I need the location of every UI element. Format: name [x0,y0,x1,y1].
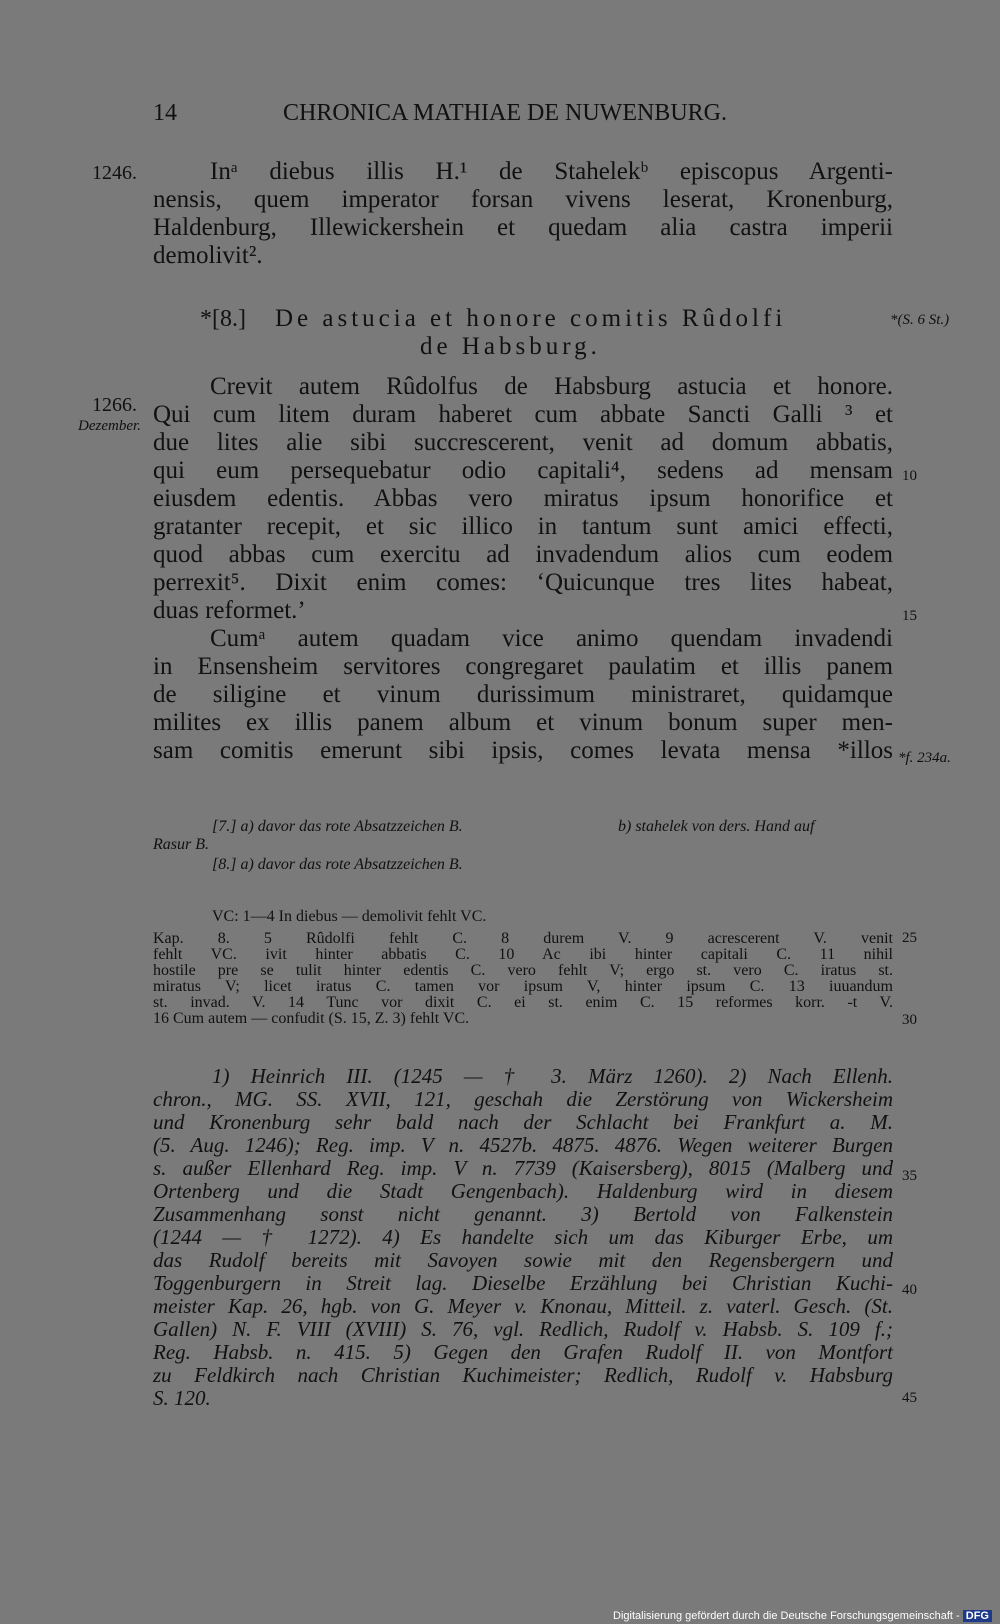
footnote-line: chron., MG. SS. XVII, 121, geschah die Zerstörung von Wickersheim [153,1087,893,1111]
margin-page-ref: *(S. 6 St.) [890,312,950,328]
running-title: CHRONICA MATHIAE DE NUWENBURG. [283,100,727,126]
year-1266: 1266. [92,394,137,416]
page-number: 14 [153,100,177,126]
chapter-title-line2: de Habsburg. [420,333,601,360]
apparatus-line: b) stahelek von ders. Hand auf [618,818,815,835]
line-number: 15 [902,608,917,624]
variant-line: Kap. 8. 5 Rûdolfi fehlt C. 8 durem V. 9 acrescerent V. venit [153,930,893,947]
text-line: milites ex illis panem album et vinum bonum super men- [153,709,893,736]
text-line: nensis, quem imperator forsan vivens leserat, Kronenburg, [153,186,893,213]
line-number: 40 [902,1282,917,1298]
footnote-line: 1) Heinrich III. (1245 — † 3. März 1260). 2) Nach Ellenh. [212,1064,893,1088]
margin-folio-ref: *f. 234a. [898,750,951,766]
text-line: quod abbas cum exercitu ad invadendum alios cum eodem [153,541,893,568]
footnote-line: zu Feldkirch nach Christian Kuchimeister; Redlich, Rudolf v. Habsburg [153,1363,893,1387]
variant-line: st. invad. V. 14 Tunc vor dixit C. ei st. enim C. 15 reformes korr. -t V. [153,994,893,1011]
footnote-line: Gallen) N. F. VIII (XVIII) S. 76, vgl. Redlich, Rudolf v. Habsb. S. 109 f.; [153,1317,893,1341]
year-1246: 1246. [92,162,137,184]
footnote-line: Reg. Habsb. n. 415. 5) Gegen den Grafen Rudolf II. von Montfort [153,1340,893,1364]
text-line: Crevit autem Rûdolfus de Habsburg astucia et honore. [210,373,893,400]
digitization-credit [613,1610,992,1622]
chapter-title-line1: De astucia et honore comitis Rûdolfi [275,305,787,332]
text-line: demolivit². [153,242,263,269]
text-line: Inᵃ diebus illis H.¹ de Stahelekᵇ episcopus Argenti- [210,158,893,185]
text-line: perrexit⁵. Dixit enim comes: ‘Quicunque tres lites habeat, [153,569,893,596]
line-number: 30 [902,1012,917,1028]
apparatus-line: [8.] a) davor das rote Absatzzeichen B. [212,856,463,873]
chapter-marker: *[8.] [200,306,246,332]
line-number: 45 [902,1390,917,1406]
apparatus-line: [7.] a) davor das rote Absatzzeichen B. [212,818,463,835]
text-line: duas reformet.’ [153,597,306,624]
text-line: sam comitis emerunt sibi ipsis, comes levata mensa *illos [153,737,893,764]
footnote-line: das Rudolf bereits mit Savoyen sowie mit den Regensbergern und [153,1248,893,1272]
variant-line: 16 Cum autem — confudit (S. 15, Z. 3) fehlt VC. [153,1010,470,1027]
month-note: Dezember. [78,418,141,434]
text-line: due lites alie sibi succrescerent, venit ad domum abbatis, [153,429,893,456]
apparatus-line: Rasur B. [153,836,209,853]
footnote-line: Zusammenhang sonst nicht genannt. 3) Bertold von Falkenstein [153,1202,893,1226]
variant-line: fehlt VC. ivit hinter abbatis C. 10 Ac ibi hinter capitali C. 11 nihil [153,946,893,963]
text-line: Haldenburg, Illewickershein et quedam alia castra imperii [153,214,893,241]
text-line: qui eum persequebatur odio capitali⁴, sedens ad mensam [153,457,893,484]
variant-line: miratus V; licet iratus C. tamen vor ipsum V, hinter ipsum C. 13 iuuandum [153,978,893,995]
line-number: 10 [902,468,917,484]
footnote-line: Toggenburgern in Streit lag. Dieselbe Erzählung bei Christian Kuchi- [153,1271,893,1295]
line-number: 25 [902,930,917,946]
footnote-line: Ortenberg und die Stadt Gengenbach). Haldenburg wird in diesem [153,1179,893,1203]
text-line: gratanter recepit, et sic illico in tantum sunt amici effecti, [153,513,893,540]
variant-line: VC: 1—4 In diebus — demolivit fehlt VC. [212,908,487,925]
credit-text: Digitalisierung gefördert durch die Deutsche Forschungsgemeinschaft - [613,1610,960,1622]
line-number: 35 [902,1168,917,1184]
footnote-line: (5. Aug. 1246); Reg. imp. V n. 4527b. 4875. 4876. Wegen weiterer Burgen [153,1133,893,1157]
text-line: Cumᵃ autem quadam vice animo quendam invadendi [210,625,893,652]
variant-line: hostile pre se tulit hinter edentis C. vero fehlt V; ergo st. vero C. iratus st. [153,962,893,979]
text-line: de siligine et vinum durissimum ministraret, quidamque [153,681,893,708]
footnote-line: s. außer Ellenhard Reg. imp. V n. 7739 (Kaisersberg), 8015 (Malberg und [153,1156,893,1180]
text-line: eiusdem edentis. Abbas vero miratus ipsum honorifice et [153,485,893,512]
text-line: Qui cum litem duram haberet cum abbate Sancti Galli ³ et [153,401,893,428]
dfg-logo: DFG [963,1610,992,1622]
footnote-line: S. 120. [153,1386,211,1410]
footnote-line: (1244 — † 1272). 4) Es handelte sich um das Kiburger Erbe, um [153,1225,893,1249]
footnote-line: und Kronenburg sehr bald nach der Schlacht bei Frankfurt a. M. [153,1110,893,1134]
footnote-line: meister Kap. 26, hgb. von G. Meyer v. Knonau, Mitteil. z. vaterl. Gesch. (St. [153,1294,893,1318]
text-line: in Ensensheim servitores congregaret paulatim et illis panem [153,653,893,680]
